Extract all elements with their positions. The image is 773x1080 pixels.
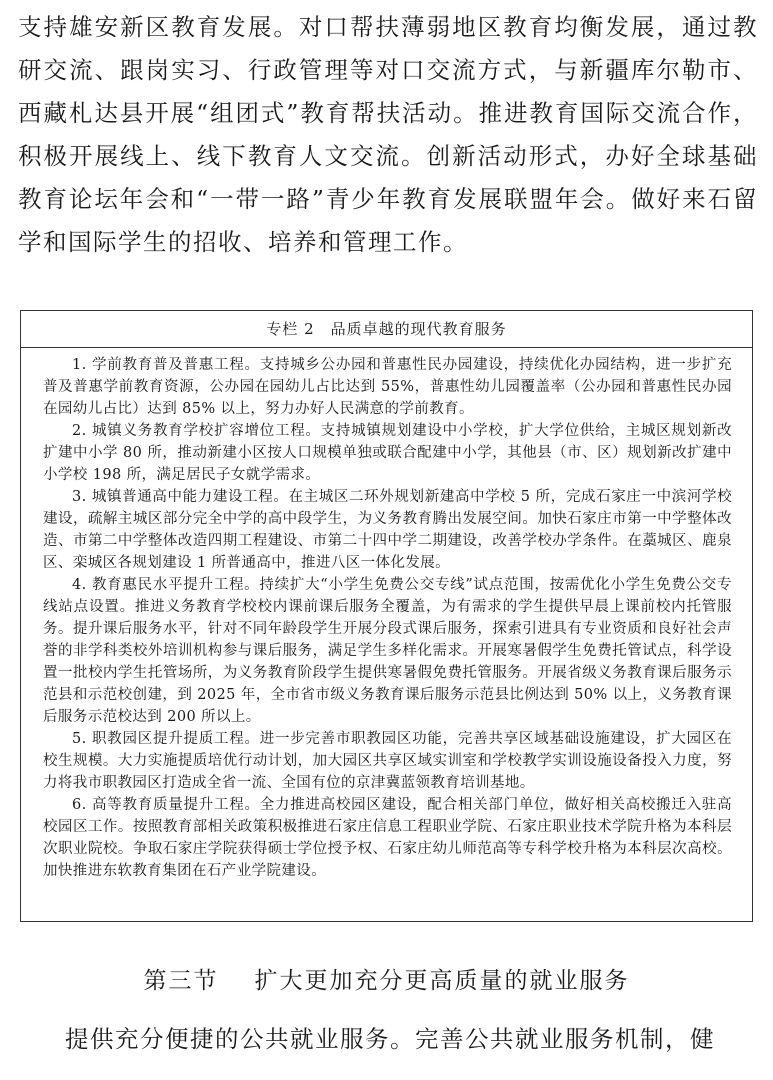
column-item-5: 5. 职教园区提升提质工程。进一步完善市职教园区功能，完善共享区域基础设施建设，扩大园区在校生规模。大力实施提质培优行动计划，加大园区共享区域实训室和学校教学实训设施设备投入力度，努力将我市职教园区打造成全省一流、全国有位的京津冀蓝领教育培训基地。 (43, 731, 732, 791)
column-item-2: 2. 城镇义务教育学校扩容增位工程。支持城镇规划建设中小学校，扩大学位供给，主城区规划新改扩建中小学 80 所，推动新建小区按人口规模单独或联合配建中小学，其他县（市、区）规划新改扩建中小学校 198 所，满足居民子女就学需求。 (43, 423, 732, 483)
section-title-text: 扩大更加充分更高质量的就业服务 (254, 968, 630, 994)
column-box-body (21, 348, 752, 882)
intro-paragraph: 支持雄安新区教育发展。对口帮扶薄弱地区教育均衡发展，通过教研交流、跟岗实习、行政管理等对口交流方式，与新疆库尔勒市、西藏札达县开展“组团式”教育帮扶活动。推进教育国际交流合作，积极开展线上、线下教育人文交流。创新活动形式，办好全球基础教育论坛年会和“一带一路”青少年教育发展联盟年会。做好来石留学和国际学生的招收、培养和管理工作。 (18, 13, 758, 256)
column-item-4: 4. 教育惠民水平提升工程。持续扩大“小学生免费公交专线”试点范围，按需优化小学生免费公交专线站点设置。推进义务教育学校校内课前课后服务全覆盖，为有需求的学生提供早晨上课前校内托管服务。提升课后服务水平，针对不同年龄段学生开展分段式课后服务，探索引进具有专业资质和良好社会声誉的非学科类校外培训机构参与课后服务，满足学生多样化需求。开展寒暑假学生免费托管试点，科学设置一批校内学生托管场所，为义务教育阶段学生提供寒暑假免费托管服务。开展省级义务教育课后服务示范县和示范校创建，到 2025 年，全市省市级义务教育课后服务示范县比例达到 50% 以上，义务教育课后服务示范校达到 200 所以上。 (43, 577, 732, 725)
section-number: 第三节 (143, 968, 219, 994)
column-box (20, 310, 753, 922)
column-item-3: 3. 城镇普通高中能力建设工程。在主城区二环外规划新建高中学校 5 所，完成石家庄一中滨河学校建设，疏解主城区部分完全中学的高中段学生，为义务教育腾出发展空间。加快石家庄市第一中学整体改造、市第二中学整体改造四期工程建设、市第二十四中学二期建设，改善学校办学条件。在藁城区、鹿泉区、栾城区各规划建设 1 所普通高中，推进八区一体化发展。 (43, 489, 732, 571)
column-box-title: 专栏 2 品质卓越的现代教育服务 (21, 311, 752, 348)
section-heading (0, 962, 773, 995)
column-item-6: 6. 高等教育质量提升工程。全力推进高校园区建设，配合相关部门单位，做好相关高校搬迁入驻高校园区工作。按照教育部相关政策积极推进石家庄信息工程职业学院、石家庄职业技术学院升格为本科层次职业院校。争取石家庄学院获得硕士学位授予权、石家庄幼儿师范高等专科学校升格为本科层次高校。加快推进东软教育集团在石产业学院建设。 (43, 797, 732, 879)
column-item-1: 1. 学前教育普及普惠工程。支持城乡公办园和普惠性民办园建设，持续优化办园结构，进一步扩充普及普惠学前教育资源，公办园在园幼儿占比达到 55%，普惠性幼儿园覆盖率（公办园和普惠性民办园在园幼儿占比）达到 85% 以上，努力办好人民满意的学前教育。 (43, 357, 732, 417)
tail-paragraph: 提供充分便捷的公共就业服务。完善公共就业服务机制，健 (65, 1025, 715, 1053)
